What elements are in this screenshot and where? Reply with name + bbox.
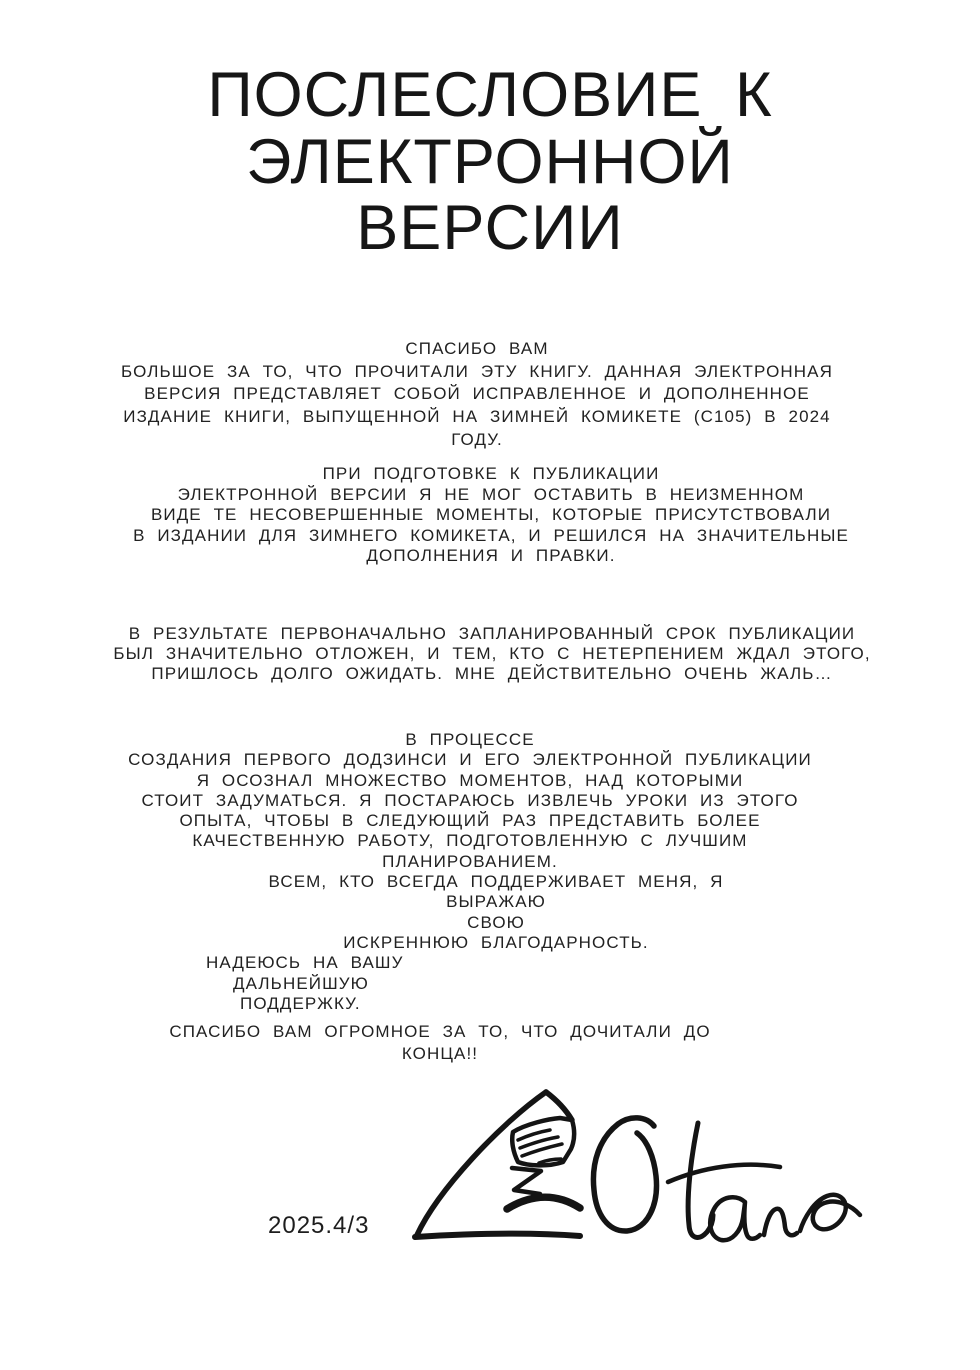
text-line: Я ОСОЗНАЛ МНОЖЕСТВО МОМЕНТОВ, НАД КОТОРЫМИ	[196, 770, 744, 790]
title-line: ПОСЛЕСЛОВИЕ К	[207, 60, 773, 130]
text-line: ПРИШЛОСЬ ДОЛГО ОЖИДАТЬ. МНЕ ДЕЙСТВИТЕЛЬНО ОЧЕНЬ ЖАЛЬ…	[151, 664, 833, 684]
text-line: ЭЛЕКТРОННОЙ ВЕРСИИ Я НЕ МОГ ОСТАВИТЬ В НЕИЗМЕННОМ	[177, 484, 805, 504]
text-line: КОНЦА!!	[401, 1044, 479, 1064]
paragraph-delay-apology	[2, 624, 980, 685]
text-line: ПОДДЕРЖКУ.	[240, 994, 361, 1013]
page-title	[0, 62, 980, 262]
date-label: 2025.4/3	[268, 1212, 370, 1239]
text-line: БОЛЬШОЕ ЗА ТО, ЧТО ПРОЧИТАЛИ ЭТУ КНИГУ. ДАННАЯ ЭЛЕКТРОННАЯ	[121, 361, 833, 381]
text-line: ИЗДАНИЕ КНИГИ, ВЫПУЩЕННОЙ НА ЗИМНЕЙ КОМИКЕТЕ (C105) В 2024	[123, 407, 831, 427]
text-line: БЫЛ ЗНАЧИТЕЛЬНО ОТЛОЖЕН, И ТЕМ, КТО С НЕТЕРПЕНИЕМ ЖДАЛ ЭТОГО,	[113, 644, 871, 664]
text-line: ПЛАНИРОВАНИЕМ.	[382, 851, 558, 871]
text-line: ВЕРСИЯ ПРЕДСТАВЛЯЕТ СОБОЙ ИСПРАВЛЕННОЕ И ДОПОЛНЕННОЕ	[144, 384, 810, 404]
text-line: ИСКРЕННЮЮ БЛАГОДАРНОСТЬ.	[343, 932, 649, 952]
text-line: ДОПОЛНЕНИЯ И ПРАВКИ.	[366, 546, 616, 566]
paragraph-lessons-learned	[0, 730, 960, 872]
text-line: ОПЫТА, ЧТОБЫ В СЛЕДУЮЩИЙ РАЗ ПРЕДСТАВИТЬ БОЛЕЕ	[179, 811, 761, 831]
flexing-arm-icon	[415, 1092, 580, 1237]
text-line: СВОЮ	[467, 912, 525, 932]
text-line: КАЧЕСТВЕННУЮ РАБОТУ, ПОДГОТОВЛЕННУЮ С ЛУЧШИМ	[192, 831, 748, 851]
text-line: ВЫРАЖАЮ	[446, 892, 546, 912]
paragraph-preparation	[1, 464, 980, 567]
paragraph-final-thanks	[0, 1021, 930, 1066]
text-line: СПАСИБО ВАМ	[405, 339, 549, 358]
text-line: В ИЗДАНИИ ДЛЯ ЗИМНЕГО КОМИКЕТА, И РЕШИЛСЯ НА ЗНАЧИТЕЛЬНЫЕ	[133, 525, 849, 545]
text-line: ВСЕМ, КТО ВСЕГДА ПОДДЕРЖИВАЕТ МЕНЯ, Я	[268, 872, 724, 891]
text-line: ПРИ ПОДГОТОВКЕ К ПУБЛИКАЦИИ	[322, 464, 660, 483]
paragraph-thanks-intro	[0, 338, 967, 452]
title-line: ВЕРСИИ	[356, 193, 624, 263]
text-line: СТОИТ ЗАДУМАТЬСЯ. Я ПОСТАРАЮСЬ ИЗВЛЕЧЬ УРОКИ ИЗ ЭТОГО	[141, 790, 799, 810]
paragraph-gratitude	[6, 872, 980, 953]
text-line: СОЗДАНИЯ ПЕРВОГО ДОДЗИНСИ И ЕГО ЭЛЕКТРОННОЙ ПУБЛИКАЦИИ	[128, 750, 812, 770]
text-line: НАДЕЮСЬ НА ВАШУ	[206, 953, 404, 972]
text-line: ГОДУ.	[451, 429, 503, 449]
text-line: В РЕЗУЛЬТАТЕ ПЕРВОНАЧАЛЬНО ЗАПЛАНИРОВАННЫЙ СРОК ПУБЛИКАЦИИ	[128, 624, 856, 643]
signature-name-path	[593, 1118, 860, 1240]
text-line: СПАСИБО ВАМ ОГРОМНОЕ ЗА ТО, ЧТО ДОЧИТАЛИ ДО	[169, 1022, 711, 1041]
signature-drawing	[408, 1082, 878, 1282]
title-line: ЭЛЕКТРОННОЙ	[246, 126, 734, 197]
text-line: ДАЛЬНЕЙШУЮ	[233, 973, 369, 993]
text-line: В ПРОЦЕССЕ	[405, 730, 535, 749]
text-line: ВИДЕ ТЕ НЕСОВЕРШЕННЫЕ МОМЕНТЫ, КОТОРЫЕ ПРИСУТСТВОВАЛИ	[150, 505, 832, 525]
